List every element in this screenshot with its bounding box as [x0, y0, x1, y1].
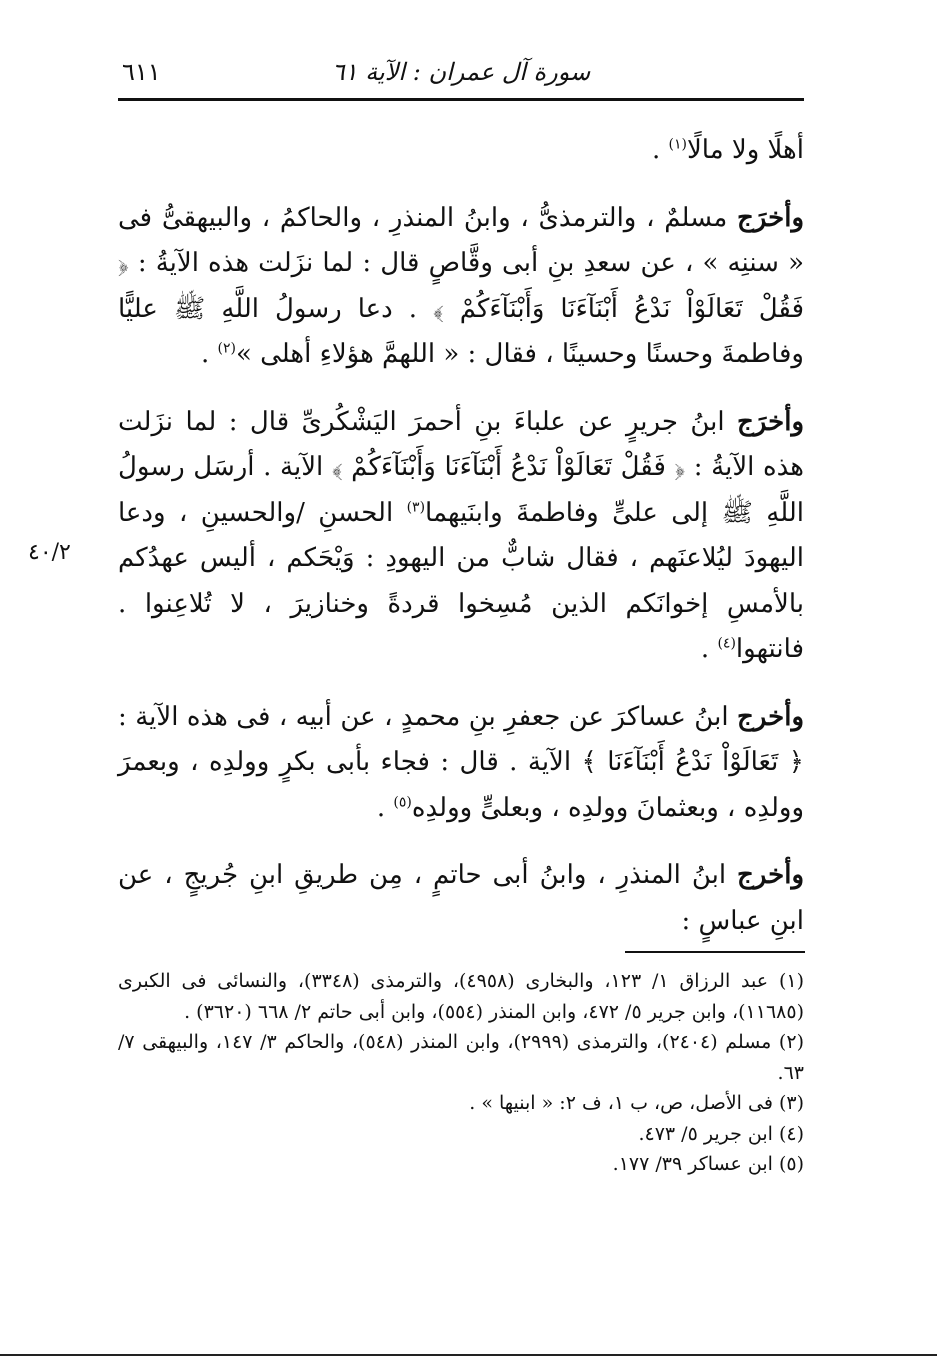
paragraph: أهلًا ولا مالًا$^{(١)}$ . — [651, 135, 804, 165]
paragraph — [118, 853, 804, 944]
footnote: (٤) ابن جرير ٥/ ٤٧٣. — [638, 1122, 804, 1145]
paragraph-lead: وأخرَج — [737, 406, 804, 437]
footnote-ref: (٢) — [217, 340, 236, 357]
footnote-ref: (٤) — [717, 635, 736, 652]
footnotes — [118, 966, 804, 1180]
margin-reference: ٤٠/٢ — [28, 540, 71, 565]
paragraph-text: ابنُ عساكرَ عن جعفرِ بنِ محمدٍ ، عن أبيه ، فى هذه الآية : ﴿ تَعَالَوْاْ نَدْعُ أَبْنَآءَنَا ﴾ الآية . قال : فجاء بأبى بكرٍ وولدِه ، وبعمرَ وولدِه ، وبعثمانَ وولدِه ، وبعلىٍّ وولدِه — [118, 701, 804, 823]
paragraph-lead: وأخرَج — [737, 202, 804, 233]
footnote: (١) عبد الرزاق ١/ ١٢٣، والبخارى (٤٩٥٨)، والترمذى (٣٣٤٨)، والنسائى فى الكبرى (١١٦٨٥)، وابن جرير ٥/ ٤٧٢، وابن المنذر (٥٥٤)، وابن أبى حاتم ٢/ ٦٦٨ (٣٦٢٠) . — [118, 970, 804, 1023]
paragraph-text: ابنُ جريرٍ عن علباءَ بنِ أحمرَ اليَشْكُرىِّ قال : لما نزَلت هذه الآيةُ : ﴿ فَقُلْ تَعَالَوْاْ نَدْعُ أَبْنَآءَنَا وَأَبْنَآءَكُمْ ﴾ الآية . أرسَل رسولُ اللَّهِ ﷺ إلى علىٍّ وفاطمةَ وابنَيهما — [118, 406, 804, 528]
footnote-separator — [625, 951, 805, 953]
footnote-ref: (١) — [668, 136, 687, 153]
footnote: (٣) فى الأصل، ص، ب ١، ف ٢: « ابنيها » . — [469, 1092, 804, 1114]
paragraph-text: مسلمٌ ، والترمذىُّ ، وابنُ المنذرِ ، والحاكمُ ، والبيهقىُّ فى « سننِه » ، عن سعدِ بنِ أبى وقَّاصٍ قال : لما نزَلت هذه الآيةُ : ﴿ فَقُلْ تَعَالَوْاْ نَدْعُ أَبْنَآءَنَا وَأَبْنَآءَكُمْ ﴾ . دعا رسولُ اللَّهِ ﷺ عليًّا وفاطمةَ وحسنًا وحسينًا ، فقال : « اللهمَّ هؤلاءِ أهلى » — [118, 202, 804, 369]
page-bottom-edge — [0, 1354, 937, 1356]
paragraph-text: أهلًا ولا مالًا — [686, 135, 804, 165]
header-title: سورة آل عمران : الآية ٦١ — [331, 58, 591, 86]
footnote: (٢) مسلم (٢٤٠٤)، والترمذى (٢٩٩٩)، وابن المنذر (٥٤٨)، والحاكم ٣/ ١٤٧، والبيهقى ٧/ ٦٣. — [118, 1031, 804, 1084]
paragraph-lead: وأخرج — [737, 701, 804, 732]
main-text — [118, 128, 804, 944]
paragraph-text: الحسنِ /والحسينِ ، ودعا اليهودَ ليُلاعنَهم ، فقال شابٌّ من اليهودِ : وَيْحَكم ، أليس عهدُكم بالأمسِ إخوانَكم الذين مُسِخوا قردةً وخنازيرَ ، لا تُلاعِنوا . فانتهوا — [118, 497, 804, 664]
paragraph-text: ابنُ المنذرِ ، وابنُ أبى حاتمٍ ، مِن طريقِ ابنِ جُريجٍ ، عن ابنِ عباسٍ : — [118, 860, 804, 936]
running-header — [118, 52, 804, 101]
footnote-ref: (٣) — [406, 498, 426, 515]
paragraph: وأخرَج مسلمٌ ، والترمذىُّ ، وابنُ المنذرِ ، والحاكمُ ، والبيهقىُّ فى « سننِه » ، عن سعدِ بنِ أبى وقَّاصٍ قال : لما نزَلت هذه الآيةُ : ﴿ فَقُلْ تَعَالَوْاْ نَدْعُ أَبْنَآءَنَا وَأَبْنَآءَكُمْ ﴾ . دعا رسولُ اللَّهِ ﷺ عليًّا وفاطمةَ وحسنًا وحسينًا ، فقال : « اللهمَّ هؤلاءِ أهلى »$^{(٢)}$ . — [118, 202, 804, 369]
paragraph: وأخرج ابنُ عساكرَ عن جعفرِ بنِ محمدٍ ، عن أبيه ، فى هذه الآية : ﴿ تَعَالَوْاْ نَدْعُ أَبْنَآءَنَا ﴾ الآية . قال : فجاء بأبى بكرٍ وولدِه ، وبعمرَ وولدِه ، وبعثمانَ وولدِه ، وبعلىٍّ وولدِه$^{(٥)}$ . — [118, 701, 804, 823]
paragraph-lead: وأخرج — [737, 860, 804, 890]
paragraph: وأخرَج ابنُ جريرٍ عن علباءَ بنِ أحمرَ اليَشْكُرىِّ قال : لما نزَلت هذه الآيةُ : ﴿ فَقُلْ تَعَالَوْاْ نَدْعُ أَبْنَآءَنَا وَأَبْنَآءَكُمْ ﴾ الآية . أرسَل رسولُ اللَّهِ ﷺ إلى علىٍّ وفاطمةَ وابنَيهما$^{(٣)}$ الحسنِ /والحسينِ ، ودعا اليهودَ ليُلاعنَهم ، فقال شابٌّ من اليهودِ : وَيْحَكم ، أليس عهدُكم بالأمسِ إخوانَكم الذين مُسِخوا قردةً وخنازيرَ ، لا تُلاعِنوا . فانتهوا$^{(٤)}$ . — [118, 406, 804, 664]
footnote-ref: (٥) — [393, 793, 412, 810]
footnote: (٥) ابن عساكر ٣٩/ ١٧٧. — [612, 1153, 804, 1175]
page-number: ٦١١ — [122, 58, 161, 86]
